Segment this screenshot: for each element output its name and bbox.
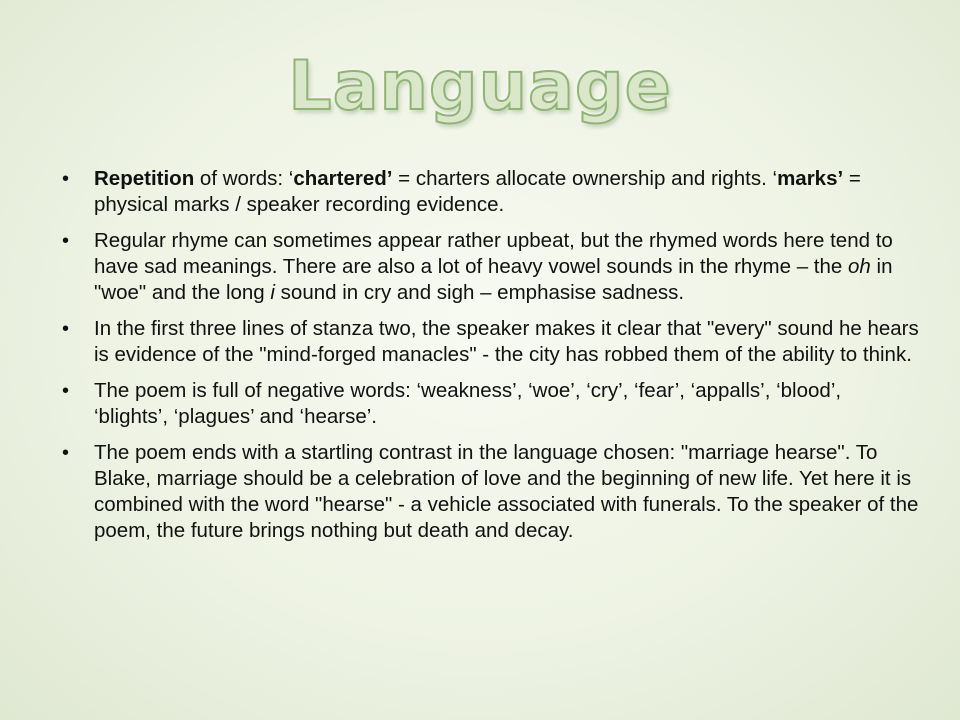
text-run: = physical marks / speaker recording evidence. (94, 167, 861, 216)
bullet-item-negative-words (62, 378, 920, 430)
bullet-icon: • (62, 230, 70, 252)
bullet-icon: • (62, 442, 70, 464)
bold-term: Repetition (94, 167, 195, 190)
bold-term: chartered’ (293, 167, 393, 190)
bullet-item-stanza-two (62, 316, 920, 368)
bold-term: marks’ (777, 167, 844, 190)
bullet-text: In the first three lines of stanza two, the speaker makes it clear that "every" sound he hears is evidence of the "mind-forged manacles" - the city has robbed them of the ability to think. (94, 317, 919, 366)
text-run: Regular rhyme can sometimes appear rather upbeat, but the rhymed words here tend to have sad meanings. There are also a lot of heavy vowel sounds in the rhyme – the (94, 229, 893, 278)
bullet-text (94, 167, 861, 216)
bullet-item-repetition (62, 166, 920, 218)
bullet-text: The poem ends with a startling contrast in the language chosen: "marriage hearse". To Blake, marriage should be a celebration of love and the beginning of new life. Yet here it is combined with the word "hearse" - a vehicle associated with funerals. To the speaker of the poem, the future brings nothing but death and decay. (94, 441, 919, 542)
bullet-icon: • (62, 318, 70, 340)
text-run: of words: ‘ (194, 167, 294, 190)
bullet-list (62, 166, 920, 554)
bullet-item-rhyme (62, 228, 920, 306)
bullet-icon: • (62, 380, 70, 402)
bullet-item-contrast (62, 440, 920, 544)
slide-title: Language (288, 47, 672, 126)
text-run: = charters allocate ownership and rights. ‘ (392, 167, 778, 190)
text-run: sound in cry and sigh – emphasise sadness. (274, 281, 685, 304)
italic-term: i (270, 281, 275, 304)
bullet-text (94, 229, 893, 304)
bullet-text: The poem is full of negative words: ‘weakness’, ‘woe’, ‘cry’, ‘fear’, ‘appalls’, ‘blood’, ‘blights’, ‘plagues’ and ‘hearse’. (94, 379, 842, 428)
bullet-icon: • (62, 168, 70, 190)
text-run: in "woe" and the long (94, 255, 893, 304)
italic-term: oh (848, 255, 871, 278)
